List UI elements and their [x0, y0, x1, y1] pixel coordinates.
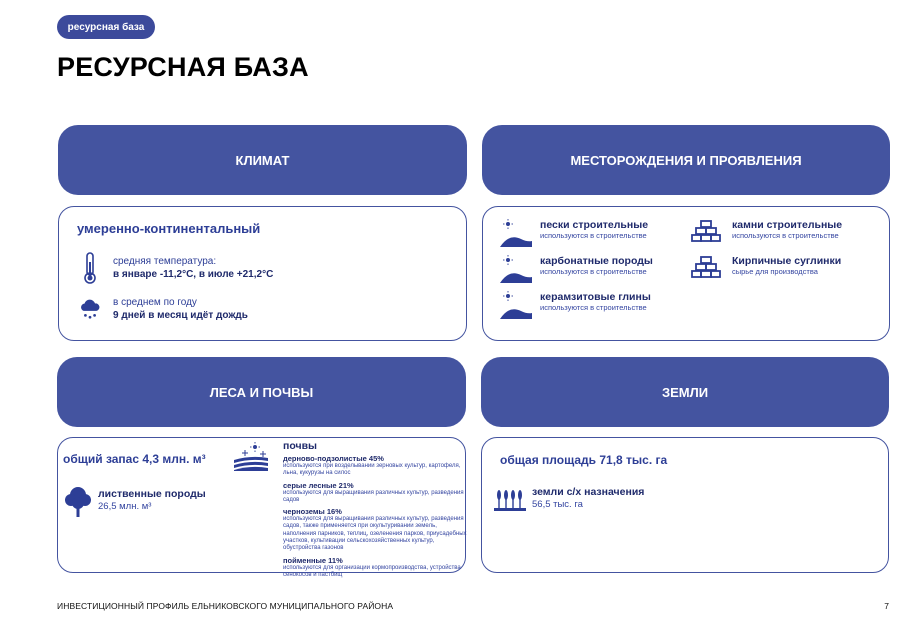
sand-dune-icon — [499, 291, 533, 321]
deposits-card — [482, 206, 890, 341]
footer-text: ИНВЕСТИЦИОННЫЙ ПРОФИЛЬ ЕЛЬНИКОВСКОГО МУНИЦИПАЛЬНОГО РАЙОНА — [57, 601, 394, 611]
deposit-item: Кирпичные суглинки сырье для производства — [691, 255, 841, 285]
deposit-item: камни строительные используются в строительстве — [691, 219, 842, 249]
agri-land-value: 56,5 тыс. га — [532, 499, 583, 510]
deposits-header: МЕСТОРОЖДЕНИЯ И ПРОЯВЛЕНИЯ — [482, 125, 890, 195]
soil-item: черноземы 16% используются для выращивания различных культур, разведения садов, также применяется при окультуривании земель, наполнения парников, теплиц, озеленения парков, приусадебных участков, культивации сельскохозяйственных культур, обустройства газонов — [283, 507, 467, 552]
stone-blocks-icon — [691, 219, 725, 249]
soil-item: пойменные 11% используются для организации кормопроизводства, устройства сенокосов и пастбищ — [283, 555, 461, 578]
lands-card — [481, 437, 889, 573]
deciduous-value: 26,5 млн. м³ — [98, 501, 152, 512]
forest-total: общий запас 4,3 млн. м³ — [63, 452, 206, 466]
soil-item: серые лесные 21% используются для выращивания различных культур, разведения садов — [283, 480, 464, 503]
climate-header: КЛИМАТ — [58, 125, 467, 195]
deposit-item: пески строительные используются в строительстве — [499, 219, 648, 249]
temperature-label: средняя температура: — [113, 255, 217, 267]
bricks-icon — [691, 255, 725, 285]
rain-row — [79, 293, 248, 325]
temperature-value: в январе -11,2°С, в июле +21,2°С — [113, 268, 274, 280]
rain-label: в среднем по году — [113, 296, 197, 308]
sand-dune-icon — [499, 255, 533, 285]
soils-title: почвы — [283, 440, 318, 452]
lands-header: ЗЕМЛИ — [481, 357, 889, 427]
sand-dune-icon — [499, 219, 533, 249]
page-number: 7 — [884, 601, 889, 611]
rain-cloud-icon — [79, 293, 101, 325]
deciduous-label: лиственные породы — [98, 488, 206, 500]
forests-card — [57, 437, 467, 578]
page-title: РЕСУРСНАЯ БАЗА — [57, 52, 309, 82]
soil-item: дерново-подзолистые 45% используются при возделывании зерновых культур, картофеля, льна, кукурузы на силос — [283, 454, 461, 477]
deposit-item: керамзитовые глины используются в строительстве — [499, 291, 651, 321]
climate-card — [58, 206, 467, 341]
wheat-icon — [494, 488, 526, 514]
section-tag: ресурсная база — [57, 15, 155, 39]
deposit-item: карбонатные породы используются в строительстве — [499, 255, 653, 285]
climate-type: умеренно-континентальный — [77, 221, 261, 236]
agri-land-label: земли с/х назначения — [532, 486, 645, 498]
forests-header: ЛЕСА И ПОЧВЫ — [57, 357, 466, 427]
land-total: общая площадь 71,8 тыс. га — [500, 453, 668, 467]
rain-value: 9 дней в месяц идёт дождь — [113, 309, 248, 321]
tree-icon — [63, 484, 93, 518]
temperature-row — [79, 252, 273, 284]
thermometer-icon — [79, 252, 101, 284]
soils-list — [283, 440, 469, 582]
field-icon — [233, 442, 269, 472]
